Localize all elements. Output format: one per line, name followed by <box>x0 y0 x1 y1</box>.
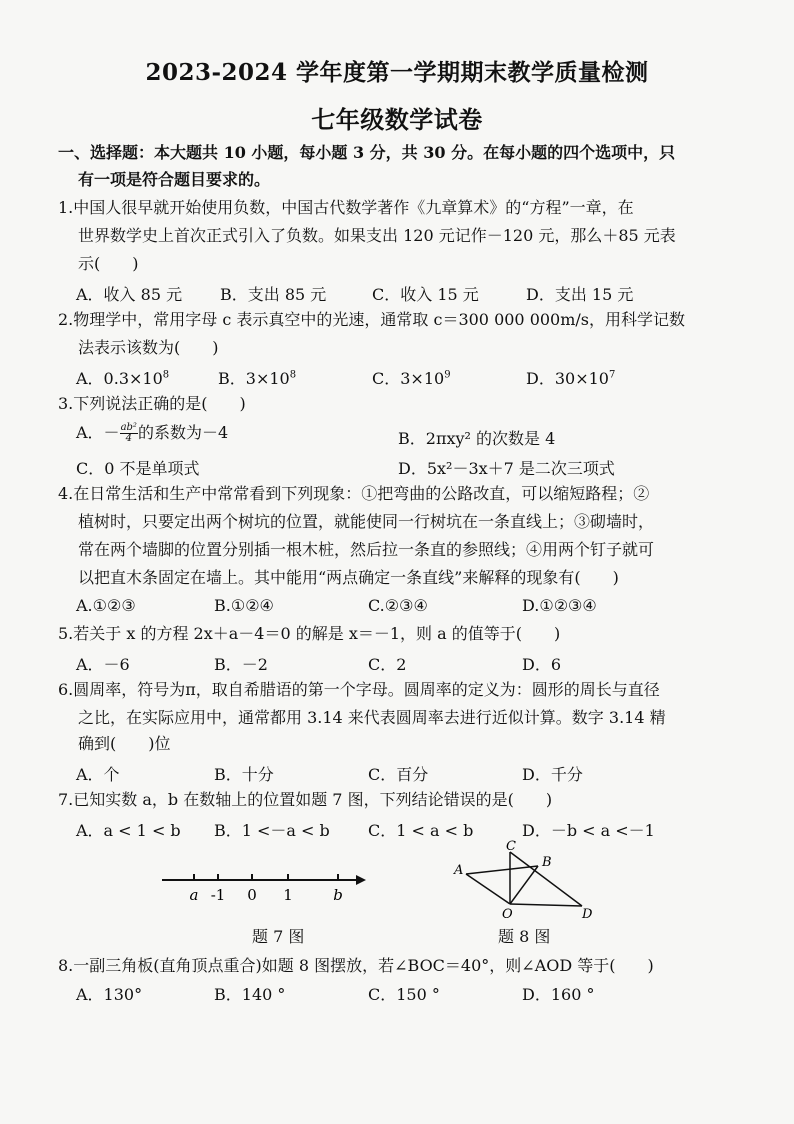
figure-7-number-line <box>160 866 370 910</box>
q4-line1: 4.在日常生活和生产中常常看到下列现象：①把弯曲的公路改直，可以缩短路程；② <box>58 484 650 503</box>
q6-line1: 6.圆周率，符号为π，取自希腊语的第一个字母。圆周率的定义为：圆形的周长与直径 <box>58 680 660 699</box>
q4-option-d: D.①②③④ <box>522 596 597 615</box>
q6-option-b: B．十分 <box>214 765 274 784</box>
label-B: B <box>542 855 552 870</box>
exam-title: 2023-2024 学年度第一学期期末教学质量检测 <box>145 59 649 86</box>
segment-AB <box>466 866 538 874</box>
q4-line2: 植树时，只要定出两个树坑的位置，就能使同一行树坑在一条直线上；③砌墙时， <box>78 512 655 531</box>
q5-line1: 5.若关于 x 的方程 2x＋a－4＝0 的解是 x＝－1，则 a 的值等于( ) <box>58 624 561 643</box>
q4-option-c: C.②③④ <box>368 596 428 615</box>
q3-line1: 3.下列说法正确的是( ) <box>58 394 246 413</box>
q5-option-d: D．6 <box>522 655 562 674</box>
label-minus-1: -1 <box>210 886 226 904</box>
q3-option-b: B．2πxy² 的次数是 4 <box>398 429 556 448</box>
label-C: C <box>506 839 516 854</box>
label-b: b <box>333 886 343 904</box>
q6-option-c: C．百分 <box>368 765 429 784</box>
q6-option-d: D．千分 <box>522 765 583 784</box>
q3-option-a: A．－ $\frac{\text{ab²}}{4}$ 的系数为－4 <box>76 422 229 444</box>
segment-AO <box>466 874 510 904</box>
segment-OB <box>510 866 538 904</box>
q1-option-b: B．支出 85 元 <box>220 285 327 304</box>
q7-option-b: B．1 <－a < b <box>214 821 330 840</box>
q6-line3: 确到( )位 <box>78 734 171 753</box>
label-1: 1 <box>283 886 293 904</box>
q7-line1: 7.已知实数 a，b 在数轴上的位置如题 7 图，下列结论错误的是( ) <box>58 790 553 809</box>
q8-option-b: B．140 ° <box>214 985 286 1004</box>
figure-8-caption: 题 8 图 <box>498 927 551 946</box>
q8-line1: 8.一副三角板(直角顶点重合)如题 8 图摆放，若∠BOC＝40°，则∠AOD 等于( ) <box>58 956 654 975</box>
q4-option-a: A.①②③ <box>76 596 136 615</box>
section1-heading-line2: 有一项是符合题目要求的。 <box>78 170 271 189</box>
q4-line3: 常在两个墙脚的位置分别插一根木桩，然后拉一条直的参照线；④用两个钉子就可 <box>78 540 655 559</box>
segment-OD <box>510 904 582 906</box>
q1-line3: 示( ) <box>78 254 139 273</box>
q3-option-d: D．5x²－3x＋7 是二次三项式 <box>398 459 615 478</box>
q2-line2: 法表示该数为( ) <box>78 338 219 357</box>
section1-heading-line1: 一、选择题：本大题共 10 小题，每小题 3 分，共 30 分。在每小题的四个选项中，只 <box>58 143 676 162</box>
label-D: D <box>582 907 593 922</box>
q1-line2: 世界数学史上首次正式引入了负数。如果支出 120 元记作－120 元，那么＋85 元表 <box>78 226 676 245</box>
label-A: A <box>454 863 464 878</box>
q2-option-d: D．$30\times 10^7$ <box>526 369 616 388</box>
q2-option-c: C．$3\times 10^9$ <box>372 369 451 388</box>
figure-7-caption: 题 7 图 <box>252 927 305 946</box>
q1-option-d: D．支出 15 元 <box>526 285 634 304</box>
q1-option-a: A．收入 85 元 <box>76 285 183 304</box>
q6-line2: 之比，在实际应用中，通常都用 3.14 来代表圆周率去进行近似计算。数字 3.14 精 <box>78 708 666 727</box>
q8-option-c: C．150 ° <box>368 985 440 1004</box>
label-a: a <box>189 886 199 904</box>
exam-subtitle: 七年级数学试卷 <box>311 105 483 134</box>
q4-line4: 以把直木条固定在墙上。其中能用“两点确定一条直线”来解释的现象有( ) <box>78 568 619 587</box>
q3-fraction: $\frac{\text{ab²}}{4}$ <box>120 422 137 444</box>
q3-option-c: C．0 不是单项式 <box>76 459 200 478</box>
q5-option-a: A．－6 <box>76 655 130 674</box>
label-0: 0 <box>247 886 257 904</box>
q7-option-d: D．－b < a <－1 <box>522 821 655 840</box>
q8-option-d: D．160 ° <box>522 985 595 1004</box>
q4-option-b: B.①②④ <box>214 596 274 615</box>
figure-8-triangles <box>446 836 596 922</box>
q1-option-c: C．收入 15 元 <box>372 285 479 304</box>
q8-option-a: A．130° <box>76 985 143 1004</box>
q5-option-b: B．－2 <box>214 655 268 674</box>
q7-option-a: A．a < 1 < b <box>76 821 181 840</box>
q6-option-a: A．个 <box>76 765 120 784</box>
q2-line1: 2.物理学中，常用字母 c 表示真空中的光速，通常取 c＝300 000 000m/s，用科学记数 <box>58 310 686 329</box>
q2-option-b: B．$3\times 10^8$ <box>218 369 297 388</box>
q2-option-a: A．$0.3\times 10^8$ <box>76 369 170 388</box>
q7-option-c: C．1 < a < b <box>368 821 474 840</box>
axis-arrow <box>356 875 366 885</box>
label-O: O <box>502 907 513 922</box>
q1-line1: 1.中国人很早就开始使用负数，中国古代数学著作《九章算术》的“方程”一章，在 <box>58 198 634 217</box>
q5-option-c: C．2 <box>368 655 407 674</box>
